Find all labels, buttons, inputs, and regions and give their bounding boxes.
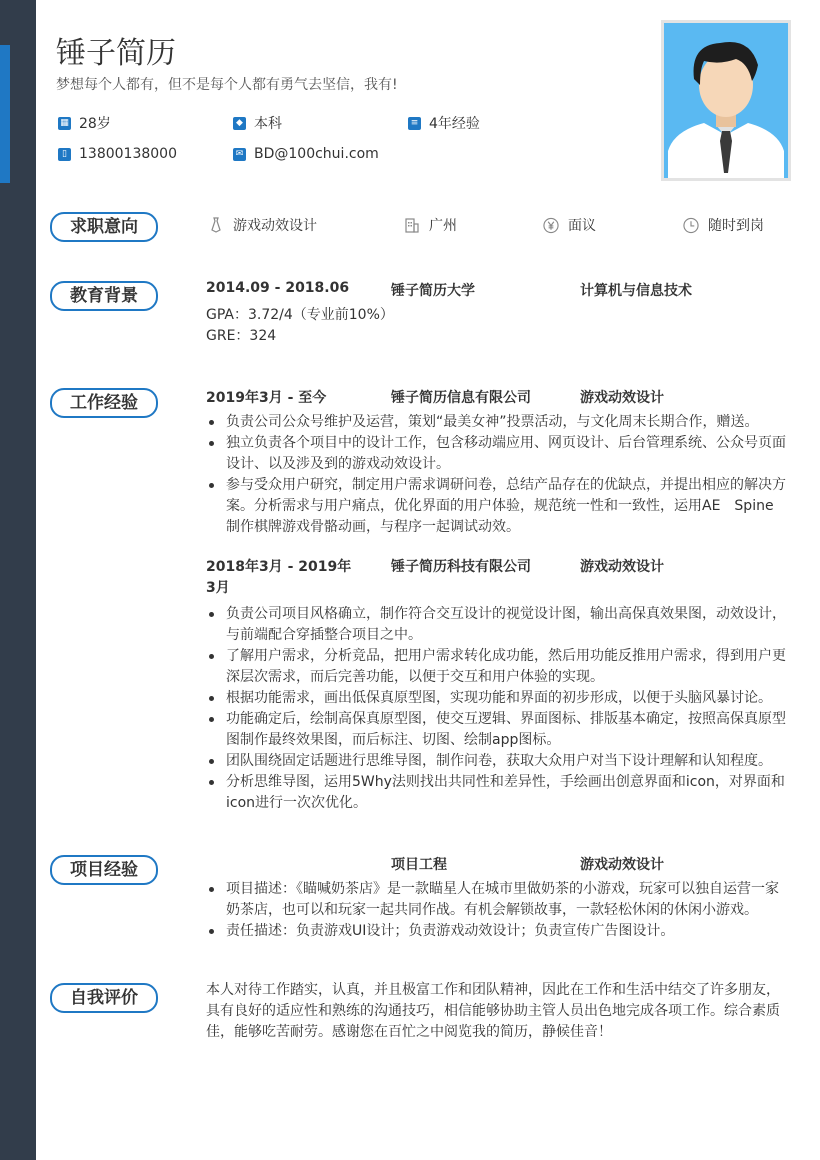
list-item: 责任描述：负责游戏UI设计；负责游戏动效设计；负责宣传广告图设计。: [206, 921, 786, 942]
info-degree-text: 本科: [254, 116, 282, 132]
edu-school: 锤子简历大学: [391, 283, 475, 299]
list-item: 参与受众用户研究，制定用户需求调研问卷，总结产品存在的优缺点，并提出相应的解决方案。分析需求与用户痛点，优化界面的用户体验，规范统一性和一致性，运用AE Spine制作棋牌游戏骨骼动画，与程序一起调试动效。: [206, 475, 786, 538]
edu-gre: GRE：324: [206, 328, 277, 344]
section-title-work: 工作经验: [50, 388, 158, 418]
info-age-text: 28岁: [79, 116, 111, 132]
profile-photo: [661, 20, 791, 181]
list-item: 负责公司公众号维护及运营，策划“最美女神”投票活动，与文化周末长期合作，赠送。: [206, 412, 786, 433]
info-phone: [58, 146, 177, 162]
intent-availability: [683, 215, 764, 235]
project-role: 游戏动效设计: [580, 857, 664, 873]
info-email: [233, 146, 379, 162]
graduation-cap-icon: ◆: [233, 117, 246, 130]
document-icon: ≡: [408, 117, 421, 130]
intent-availability-text: 随时到岗: [708, 218, 764, 234]
intent-position: [208, 215, 317, 235]
list-item: 了解用户需求，分析竞品，把用户需求转化成功能，然后用功能反推用户需求，得到用户更深层次需求，而后完善功能，以便于交互和用户体验的实现。: [206, 646, 786, 688]
intent-city: [404, 215, 457, 235]
calendar-icon: ▦: [58, 117, 71, 130]
resume-motto: 梦想每个人都有，但不是每个人都有勇气去坚信，我有!: [56, 77, 398, 93]
resume-name: 锤子简历: [56, 36, 176, 71]
work-2-company: 锤子简历科技有限公司: [391, 559, 531, 575]
building-icon: [404, 217, 420, 233]
avatar-icon: [664, 23, 788, 178]
clock-icon: [683, 217, 699, 233]
sidebar-accent: [0, 45, 10, 183]
info-experience: [408, 113, 480, 133]
list-item: 根据功能需求，画出低保真原型图，实现功能和界面的初步形成，以便于头脑风暴讨论。: [206, 688, 786, 709]
work-1-role: 游戏动效设计: [580, 390, 664, 406]
intent-city-text: 广州: [429, 218, 457, 234]
edu-gpa: GPA：3.72/4（专业前10%）: [206, 307, 394, 323]
list-item: 独立负责各个项目中的设计工作，包含移动端应用、网页设计、后台管理系统、公众号页面设计、以及涉及到的游戏动效设计。: [206, 433, 786, 475]
section-title-intent: 求职意向: [50, 212, 158, 242]
intent-salary-text: 面议: [568, 218, 596, 234]
project-name: 项目工程: [391, 857, 447, 873]
edu-period: 2014.09 - 2018.06: [206, 280, 350, 296]
list-item: 分析思维导图，运用5Why法则找出共同性和差异性，手绘画出创意界面和icon，对界面和icon进行一次次优化。: [206, 772, 786, 814]
self-evaluation: 本人对待工作踏实，认真，并且极富工作和团队精神，因此在工作和生活中结交了许多朋友，具有良好的适应性和熟练的沟通技巧，相信能够协助主管人员出色地完成各项工作。综合素质佳，能够吃苦耐劳。感谢您在百忙之中阅览我的简历，静候佳音！: [206, 982, 780, 1040]
list-item: 团队围绕固定话题进行思维导图，制作问卷，获取大众用户对当下设计理解和认知程度。: [206, 751, 786, 772]
work-2-role: 游戏动效设计: [580, 559, 664, 575]
list-item: 项目描述：《瞄喊奶茶店》是一款瞄星人在城市里做奶茶的小游戏，玩家可以独自运营一家奶茶店，也可以和玩家一起共同作战。有机会解锁故事，一款轻松休闲的休闲小游戏。: [206, 879, 786, 921]
section-title-project: 项目经验: [50, 855, 158, 885]
work-2-list: [206, 604, 786, 814]
project-list: [206, 879, 786, 942]
work-1-company: 锤子简历信息有限公司: [391, 390, 531, 406]
info-experience-text: 4年经验: [429, 116, 480, 132]
info-phone-text: 13800138000: [79, 146, 177, 162]
tie-icon: [208, 217, 224, 233]
mail-icon: ✉: [233, 148, 246, 161]
phone-icon: ▯: [58, 148, 71, 161]
info-degree: [233, 113, 282, 133]
list-item: 功能确定后，绘制高保真原型图，使交互逻辑、界面图标、排版基本确定，按照高保真原型图制作最终效果图，而后标注、切图、绘制app图标。: [206, 709, 786, 751]
edu-major: 计算机与信息技术: [580, 283, 692, 299]
work-1-period: 2019年3月 - 至今: [206, 390, 327, 406]
info-email-text: BD@100chui.com: [254, 146, 379, 162]
section-title-self: 自我评价: [50, 983, 158, 1013]
info-age: [58, 113, 111, 133]
intent-salary: [543, 215, 596, 235]
section-title-education: 教育背景: [50, 281, 158, 311]
work-2-period: 2018年3月 - 2019年3月: [206, 559, 352, 596]
intent-position-text: 游戏动效设计: [233, 218, 317, 234]
work-1-list: [206, 412, 786, 538]
list-item: 负责公司项目风格确立，制作符合交互设计的视觉设计图，输出高保真效果图，动效设计，与前端配合穿插整合项目之中。: [206, 604, 786, 646]
yen-coin-icon: [543, 217, 559, 233]
